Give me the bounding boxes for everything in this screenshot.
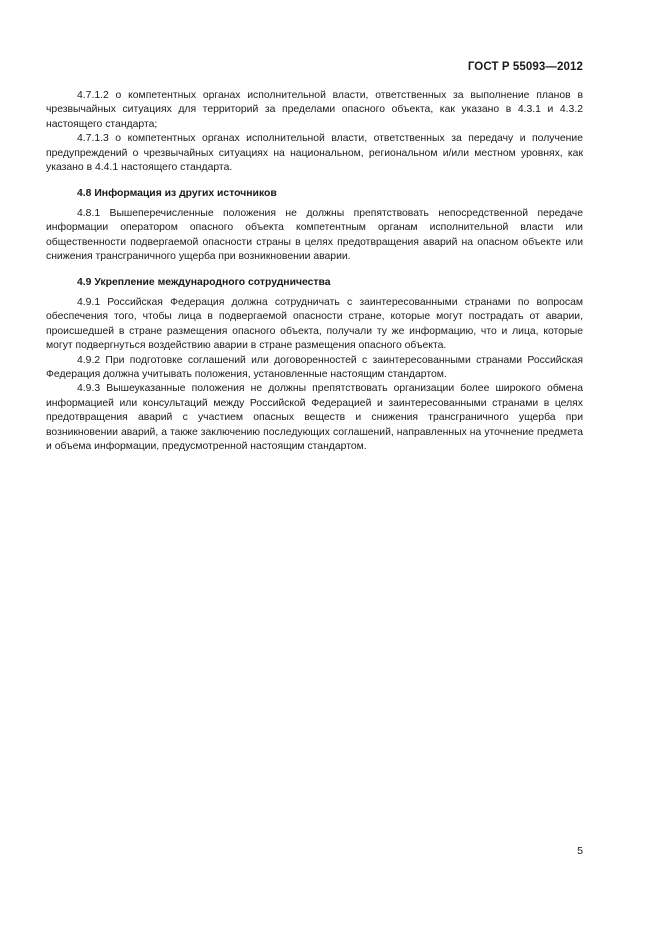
paragraph-4-9-1: 4.9.1 Российская Федерация должна сотрудничать с заинтересованными странами по вопросам обеспечения того, чтобы лица в подвергаемой опасности стране, которые могут пострадать от аварии, происшедшей в стране размещения опасного объекта, получали ту же информацию, что и лица, которые могут подвергнуться воздействию аварии в стране размещения опасного объекта. — [46, 296, 583, 352]
paragraph-4-9-2: 4.9.2 При подготовке соглашений или договоренностей с заинтересованными странами Российская Федерация должна учитывать положения, установленные настоящим стандартом. — [46, 354, 583, 380]
document-body — [46, 89, 583, 454]
document-designation: ГОСТ Р 55093—2012 — [467, 61, 583, 73]
page-number: 5 — [577, 845, 583, 857]
section-heading-4-8: 4.8 Информация из других источников — [77, 188, 277, 200]
paragraph-4-8-1: 4.8.1 Вышеперечисленные положения не должны препятствовать непосредственной передаче информации оператором опасного объекта компетентным органам исполнительной власти или общественности подвергаемой опасности страны в целях предотвращения аварий на опасном объекте или снижения трансграничного ущерба при возникновении аварии. — [46, 207, 583, 263]
paragraph-4-7-1-3: 4.7.1.3 о компетентных органах исполнительной власти, ответственных за передачу и получение предупреждений о чрезвычайных ситуациях на национальном, региональном и/или местном уровнях, как указано в 4.4.1 настоящего стандарта. — [46, 133, 583, 174]
section-heading-4-9: 4.9 Укрепление международного сотрудничества — [77, 277, 331, 289]
paragraph-4-9-3: 4.9.3 Вышеуказанные положения не должны препятствовать организации более широкого обмена информацией или консультаций между Российской Федерацией и заинтересованными странами в целях предотвращения аварий с участием опасных веществ и снижения трансграничного ущерба при возникновении аварий, а также заключению последующих соглашений, направленных на уточнение предмета и объема информации, предусмотренной настоящим стандартом. — [46, 383, 583, 452]
paragraph-4-7-1-2: 4.7.1.2 о компетентных органах исполнительной власти, ответственных за выполнение планов в чрезвычайных ситуациях для территорий за пределами опасного объекта, как указано в 4.3.1 и 4.3.2 настоящего стандарта; — [46, 90, 583, 130]
